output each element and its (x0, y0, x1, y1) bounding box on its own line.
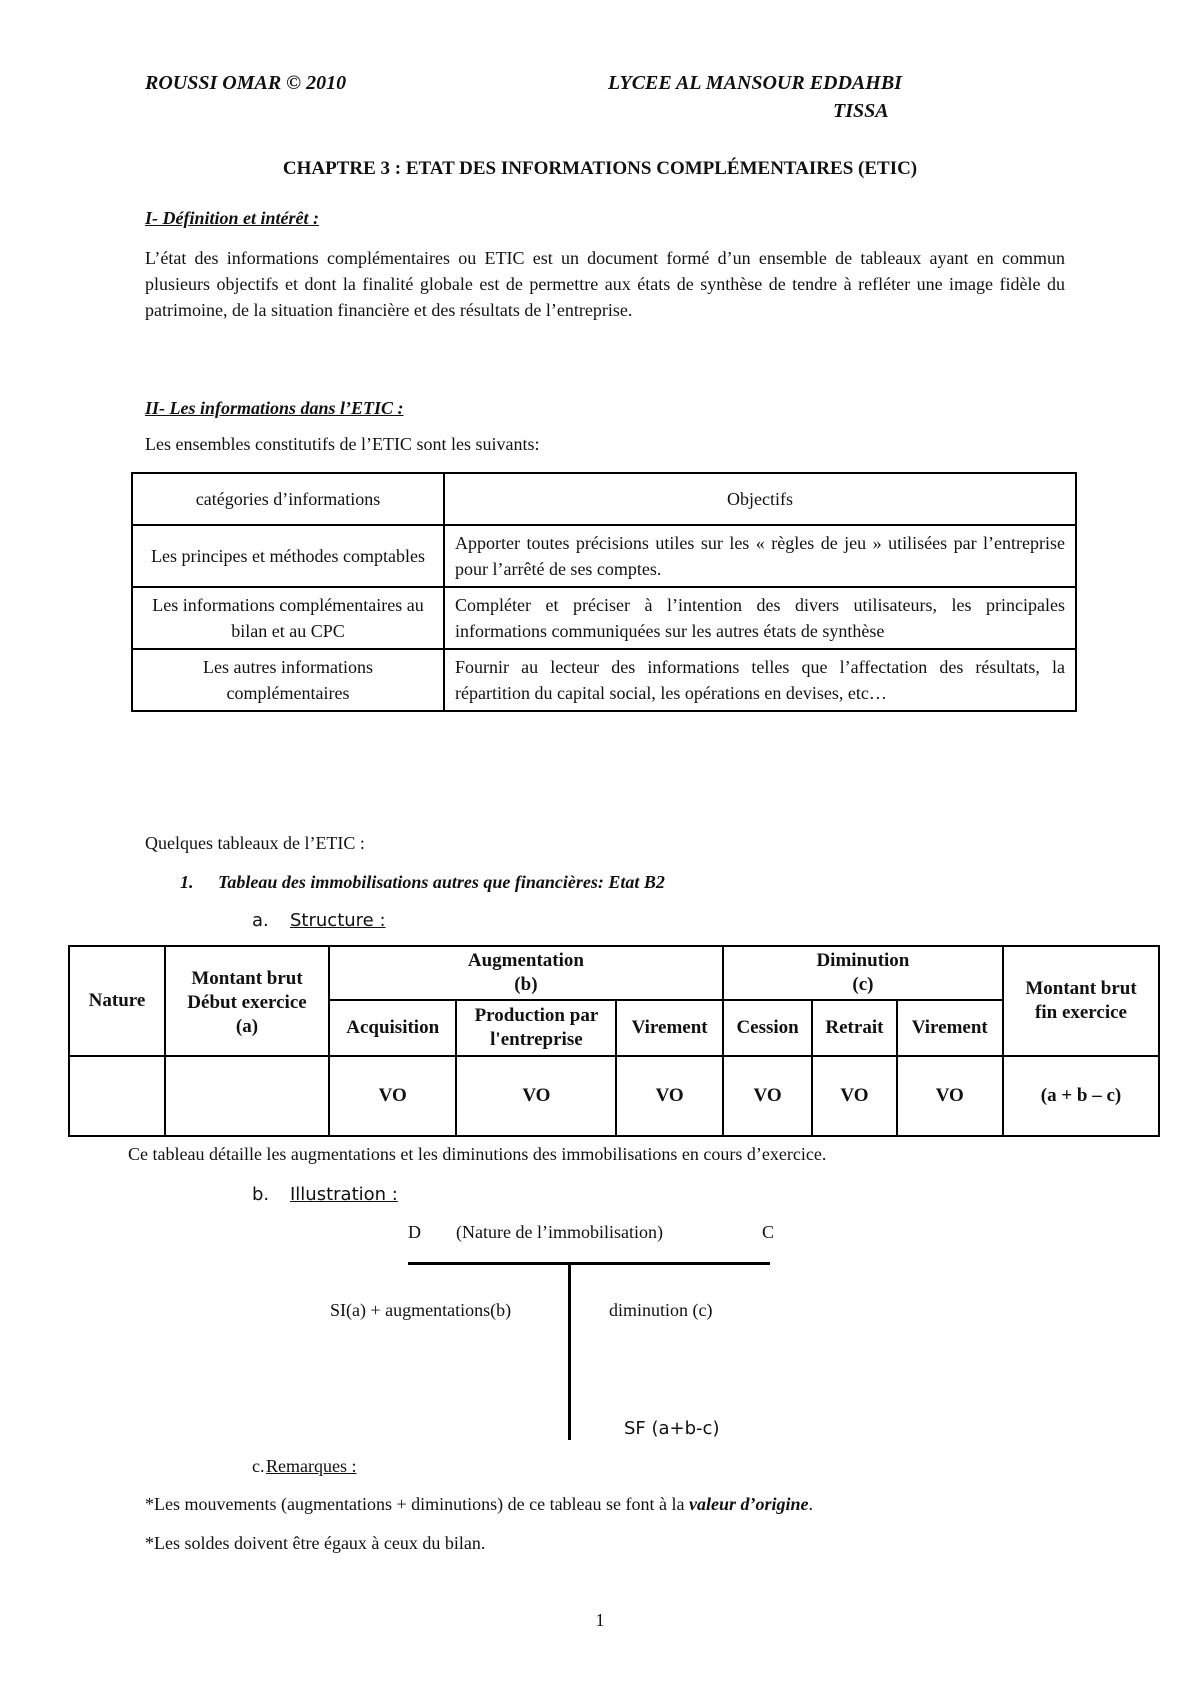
author-header: ROUSSI OMAR © 2010 (145, 72, 347, 94)
final-value-cell: (a + b – c) (1003, 1056, 1159, 1136)
production-header: Production par l'entreprise (456, 1000, 616, 1056)
tables-intro: Quelques tableaux de l’ETIC : (145, 833, 365, 853)
virement-aug-header: Virement (616, 1000, 722, 1056)
item1-title: Tableau des immobilisations autres que financières: Etat B2 (218, 872, 665, 892)
table-description: Ce tableau détaille les augmentations et les diminutions des immobilisations en cours d’exercice. (128, 1144, 827, 1164)
value-cell: VO (616, 1056, 722, 1136)
sub-c-label: Remarques : (266, 1456, 357, 1476)
retrait-header: Retrait (812, 1000, 896, 1056)
remark-2: *Les soldes doivent être égaux à ceux du bilan. (145, 1533, 486, 1553)
structure-table (68, 945, 1160, 1137)
t-account-balance: SF (a+b-c) (624, 1418, 720, 1439)
table-row (132, 587, 1076, 649)
page-number: 1 (595, 1610, 605, 1630)
header-objectives: Objectifs (444, 473, 1076, 525)
objective-cell: Fournir au lecteur des informations telles que l’affectation des résultats, la répartition du capital social, les opérations en devises, etc… (444, 649, 1076, 711)
table-row (132, 649, 1076, 711)
augmentation-header (329, 946, 723, 1000)
section1-paragraph: L’état des informations complémentaires ou ETIC est un document formé d’un ensemble de tableaux ayant en commun plusieurs objectifs et dont la finalité globale est de permettre aux états de synthèse de tendre à refléter une image fidèle du patrimoine, de la situation financière et des résultats de l’entreprise. (145, 248, 1065, 320)
structure-header-row (69, 946, 1159, 1000)
remark-1-emphasis: valeur d’origine (689, 1494, 809, 1514)
info-categories-table (131, 472, 1077, 712)
montant-debut-line1: Montant brut (191, 968, 303, 989)
montant-debut-empty (165, 1056, 329, 1136)
diminution-line2: (c) (852, 974, 874, 995)
value-cell: VO (456, 1056, 616, 1136)
t-account-debit: D (408, 1222, 421, 1242)
item1-number: 1. (180, 872, 194, 892)
school-city: TISSA (833, 100, 889, 122)
augmentation-line1: Augmentation (467, 950, 584, 971)
header-categories: catégories d’informations (132, 473, 444, 525)
montant-debut-line2: Début exercice (187, 992, 307, 1013)
sub-b-letter: b. (252, 1184, 270, 1205)
nature-header: Nature (69, 946, 165, 1056)
t-account-credit: C (762, 1222, 775, 1242)
table-row (132, 525, 1076, 587)
acquisition-header: Acquisition (329, 1000, 456, 1056)
value-cell: VO (723, 1056, 812, 1136)
table-header-row (132, 473, 1076, 525)
remark-1-text: *Les mouvements (augmentations + diminutions) de ce tableau se font à la (145, 1494, 690, 1514)
structure-values-row (69, 1056, 1159, 1136)
value-cell: VO (812, 1056, 896, 1136)
sub-b-label: Illustration : (290, 1184, 398, 1205)
remark-1 (145, 1494, 813, 1515)
diminution-line1: Diminution (816, 950, 910, 971)
t-account-vertical-line (568, 1263, 571, 1440)
nature-empty (69, 1056, 165, 1136)
montant-debut-line3: (a) (235, 1016, 259, 1037)
t-account-horizontal-line (408, 1262, 770, 1265)
value-cell: VO (897, 1056, 1003, 1136)
diminution-header (723, 946, 1003, 1000)
virement-dim-header: Virement (897, 1000, 1003, 1056)
section2-heading: II- Les informations dans l’ETIC : (145, 398, 404, 418)
sub-a-letter: a. (252, 910, 269, 931)
montant-debut-header (165, 946, 329, 1056)
category-cell: Les autres informations complémentaires (132, 649, 444, 711)
montant-fin-header (1003, 946, 1159, 1056)
t-account-right-entry: diminution (c) (609, 1300, 713, 1320)
cession-header: Cession (723, 1000, 812, 1056)
section2-intro: Les ensembles constitutifs de l’ETIC sont les suivants: (145, 434, 540, 454)
t-account-left-entry: SI(a) + augmentations(b) (330, 1300, 512, 1320)
t-account-name: (Nature de l’immobilisation) (456, 1222, 663, 1242)
montant-fin-line2: fin exercice (1035, 1002, 1127, 1023)
school-header: LYCEE AL MANSOUR EDDAHBI (608, 72, 902, 94)
sub-a-label: Structure : (290, 910, 386, 931)
chapter-title: CHAPTRE 3 : ETAT DES INFORMATIONS COMPLÉMENTAIRES (ETIC) (282, 158, 918, 179)
montant-fin-line1: Montant brut (1025, 978, 1137, 999)
objective-cell: Compléter et préciser à l’intention des divers utilisateurs, les principales informations communiquées sur les autres états de synthèse (444, 587, 1076, 649)
objective-cell: Apporter toutes précisions utiles sur les « règles de jeu » utilisées par l’entreprise pour l’arrêté de ses comptes. (444, 525, 1076, 587)
sub-c-letter: c. (252, 1456, 265, 1476)
category-cell: Les informations complémentaires au bilan et au CPC (132, 587, 444, 649)
section1-heading: I- Définition et intérêt : (145, 208, 319, 228)
augmentation-line2: (b) (514, 974, 538, 995)
category-cell: Les principes et méthodes comptables (132, 525, 444, 587)
remark-1-suffix: . (808, 1494, 814, 1514)
value-cell: VO (329, 1056, 456, 1136)
